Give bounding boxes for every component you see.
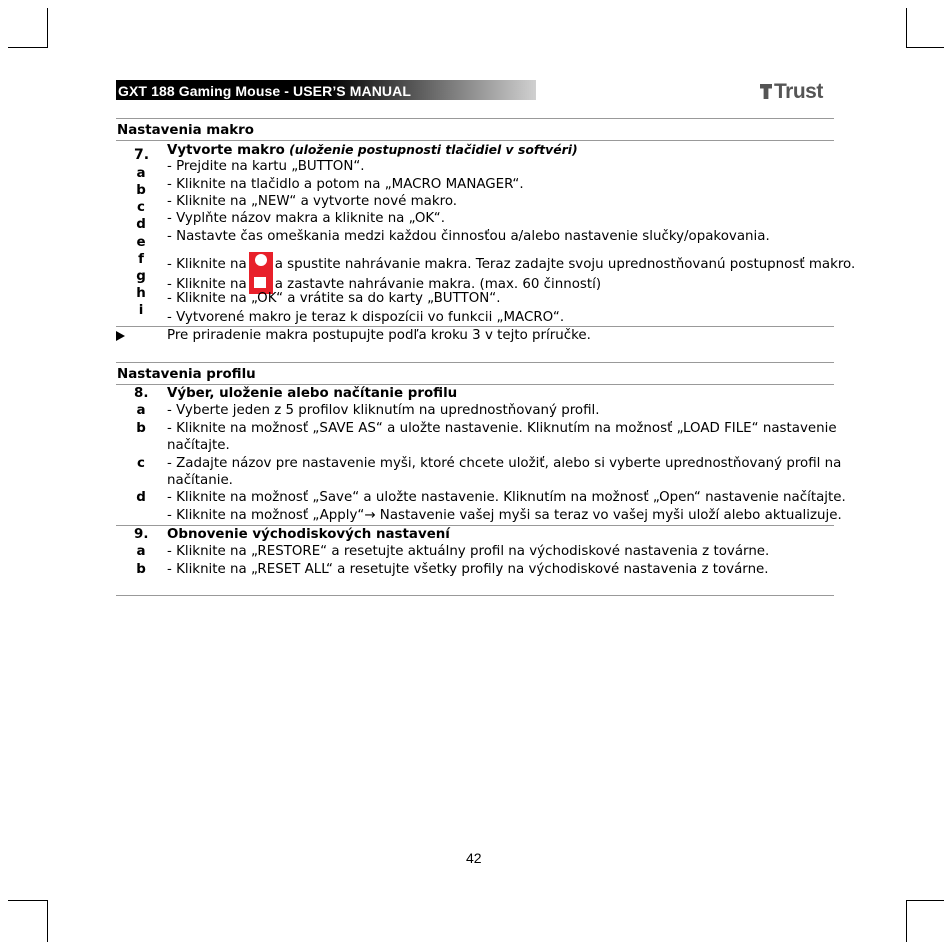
trust-logo — [760, 80, 823, 104]
item-text-before: - Kliknite na — [167, 277, 247, 292]
item-letter: c — [137, 200, 145, 215]
item-letter: e — [136, 235, 146, 250]
item-text: - Nastavte čas omeškania medzi každou činnosťou a/alebo nastavenie slučky/opakovania. — [167, 229, 770, 244]
item-letter: c — [137, 456, 145, 471]
item-text: - Kliknite na „RESET ALL“ a resetujte všetky profily na východiskové nastavenia z továrne. — [167, 562, 769, 577]
header-title — [118, 83, 411, 99]
item-text: - Vytvorené makro je teraz k dispozícii vo funkcii „MACRO“. — [167, 310, 565, 325]
item-letter: b — [136, 421, 146, 436]
item-letter: a — [136, 166, 146, 181]
crop-mark-tr-v — [906, 8, 907, 48]
divider — [116, 595, 834, 596]
item-text: - Vyplňte názov makra a kliknite na „OK“. — [167, 211, 445, 226]
item-text: - Zadajte názov pre nastavenie myši, ktoré chcete uložiť, alebo si vyberte uprednostňovaný profil na — [167, 456, 842, 471]
item-text-record — [167, 252, 855, 274]
crop-mark-tl-v — [47, 8, 48, 48]
divider — [116, 326, 834, 327]
item-letter: f — [138, 252, 144, 267]
item-letter: b — [136, 183, 146, 198]
header-product: GXT 188 Gaming Mouse — [118, 83, 281, 99]
header-manual: - USER’S MANUAL — [284, 83, 411, 99]
item-letter: b — [136, 562, 146, 577]
step-title-7-main: Vytvorte makro — [167, 143, 285, 158]
crop-mark-br-v — [906, 900, 907, 942]
step-number-7: 7. — [134, 147, 150, 163]
divider — [116, 362, 834, 363]
step-title-8: Výber, uloženie alebo načítanie profilu — [167, 386, 458, 401]
item-letter: g — [136, 269, 146, 284]
step-title-7-sub: (uloženie postupnosti tlačidiel v softvéri) — [289, 142, 578, 157]
item-letter: a — [136, 403, 146, 418]
record-icon — [249, 252, 273, 274]
item-text: načítanie. — [167, 473, 233, 488]
item-text: - Prejdite na kartu „BUTTON“. — [167, 159, 365, 174]
item-text: - Kliknite na „OK“ a vrátite sa do karty „BUTTON“. — [167, 291, 501, 306]
step-number-9: 9. — [134, 527, 149, 542]
item-text-after: a zastavte nahrávanie makra. (max. 60 činností) — [274, 277, 602, 292]
item-letter: h — [136, 286, 146, 301]
item-text: - Kliknite na „RESTORE“ a resetujte aktuálny profil na východiskové nastavenia z továrne. — [167, 544, 770, 559]
crop-mark-tl-h — [8, 47, 48, 48]
crop-mark-tr-h — [906, 47, 944, 48]
crop-mark-bl-v — [47, 900, 48, 942]
item-letter: d — [136, 490, 146, 505]
item-letter: i — [138, 303, 144, 318]
item-text: - Vyberte jeden z 5 profilov kliknutím na uprednostňovaný profil. — [167, 403, 600, 418]
crop-mark-br-h — [906, 900, 944, 901]
arrow-right-icon — [116, 331, 125, 341]
item-text: načítajte. — [167, 438, 230, 453]
step-number-8: 8. — [134, 386, 149, 401]
item-text: - Kliknite na tlačidlo a potom na „MACRO MANAGER“. — [167, 177, 524, 192]
section-title-macro: Nastavenia makro — [117, 123, 254, 138]
divider — [116, 525, 834, 526]
macro-note: Pre priradenie makra postupujte podľa kroku 3 v tejto príručke. — [167, 328, 591, 343]
divider — [116, 118, 834, 119]
trust-logo-text: Trust — [774, 80, 823, 103]
section-title-profile: Nastavenia profilu — [117, 367, 256, 382]
trust-logo-icon — [760, 84, 772, 99]
divider — [116, 140, 834, 141]
step-title-9: Obnovenie východiskových nastavení — [167, 527, 450, 542]
item-text: - Kliknite na možnosť „Apply“→ Nastavenie vašej myši sa teraz vo vašej myši uloží alebo aktualizuje. — [167, 508, 842, 523]
item-letter: d — [136, 217, 146, 232]
item-letter: a — [136, 544, 146, 559]
item-text: - Kliknite na možnosť „Save“ a uložte nastavenie. Kliknutím na možnosť „Open“ nastavenie načítajte. — [167, 490, 846, 505]
page-number: 42 — [466, 850, 482, 866]
crop-mark-bl-h — [8, 900, 48, 901]
item-text: - Kliknite na možnosť „SAVE AS“ a uložte nastavenie. Kliknutím na možnosť „LOAD FILE“ nastavenie — [167, 421, 837, 436]
divider — [116, 384, 834, 385]
item-text-after: a spustite nahrávanie makra. Teraz zadajte svoju uprednostňovanú postupnosť makro. — [274, 257, 856, 272]
step-title-7 — [167, 142, 578, 159]
item-text-before: - Kliknite na — [167, 257, 247, 272]
item-text: - Kliknite na „NEW“ a vytvorte nové makro. — [167, 194, 458, 209]
